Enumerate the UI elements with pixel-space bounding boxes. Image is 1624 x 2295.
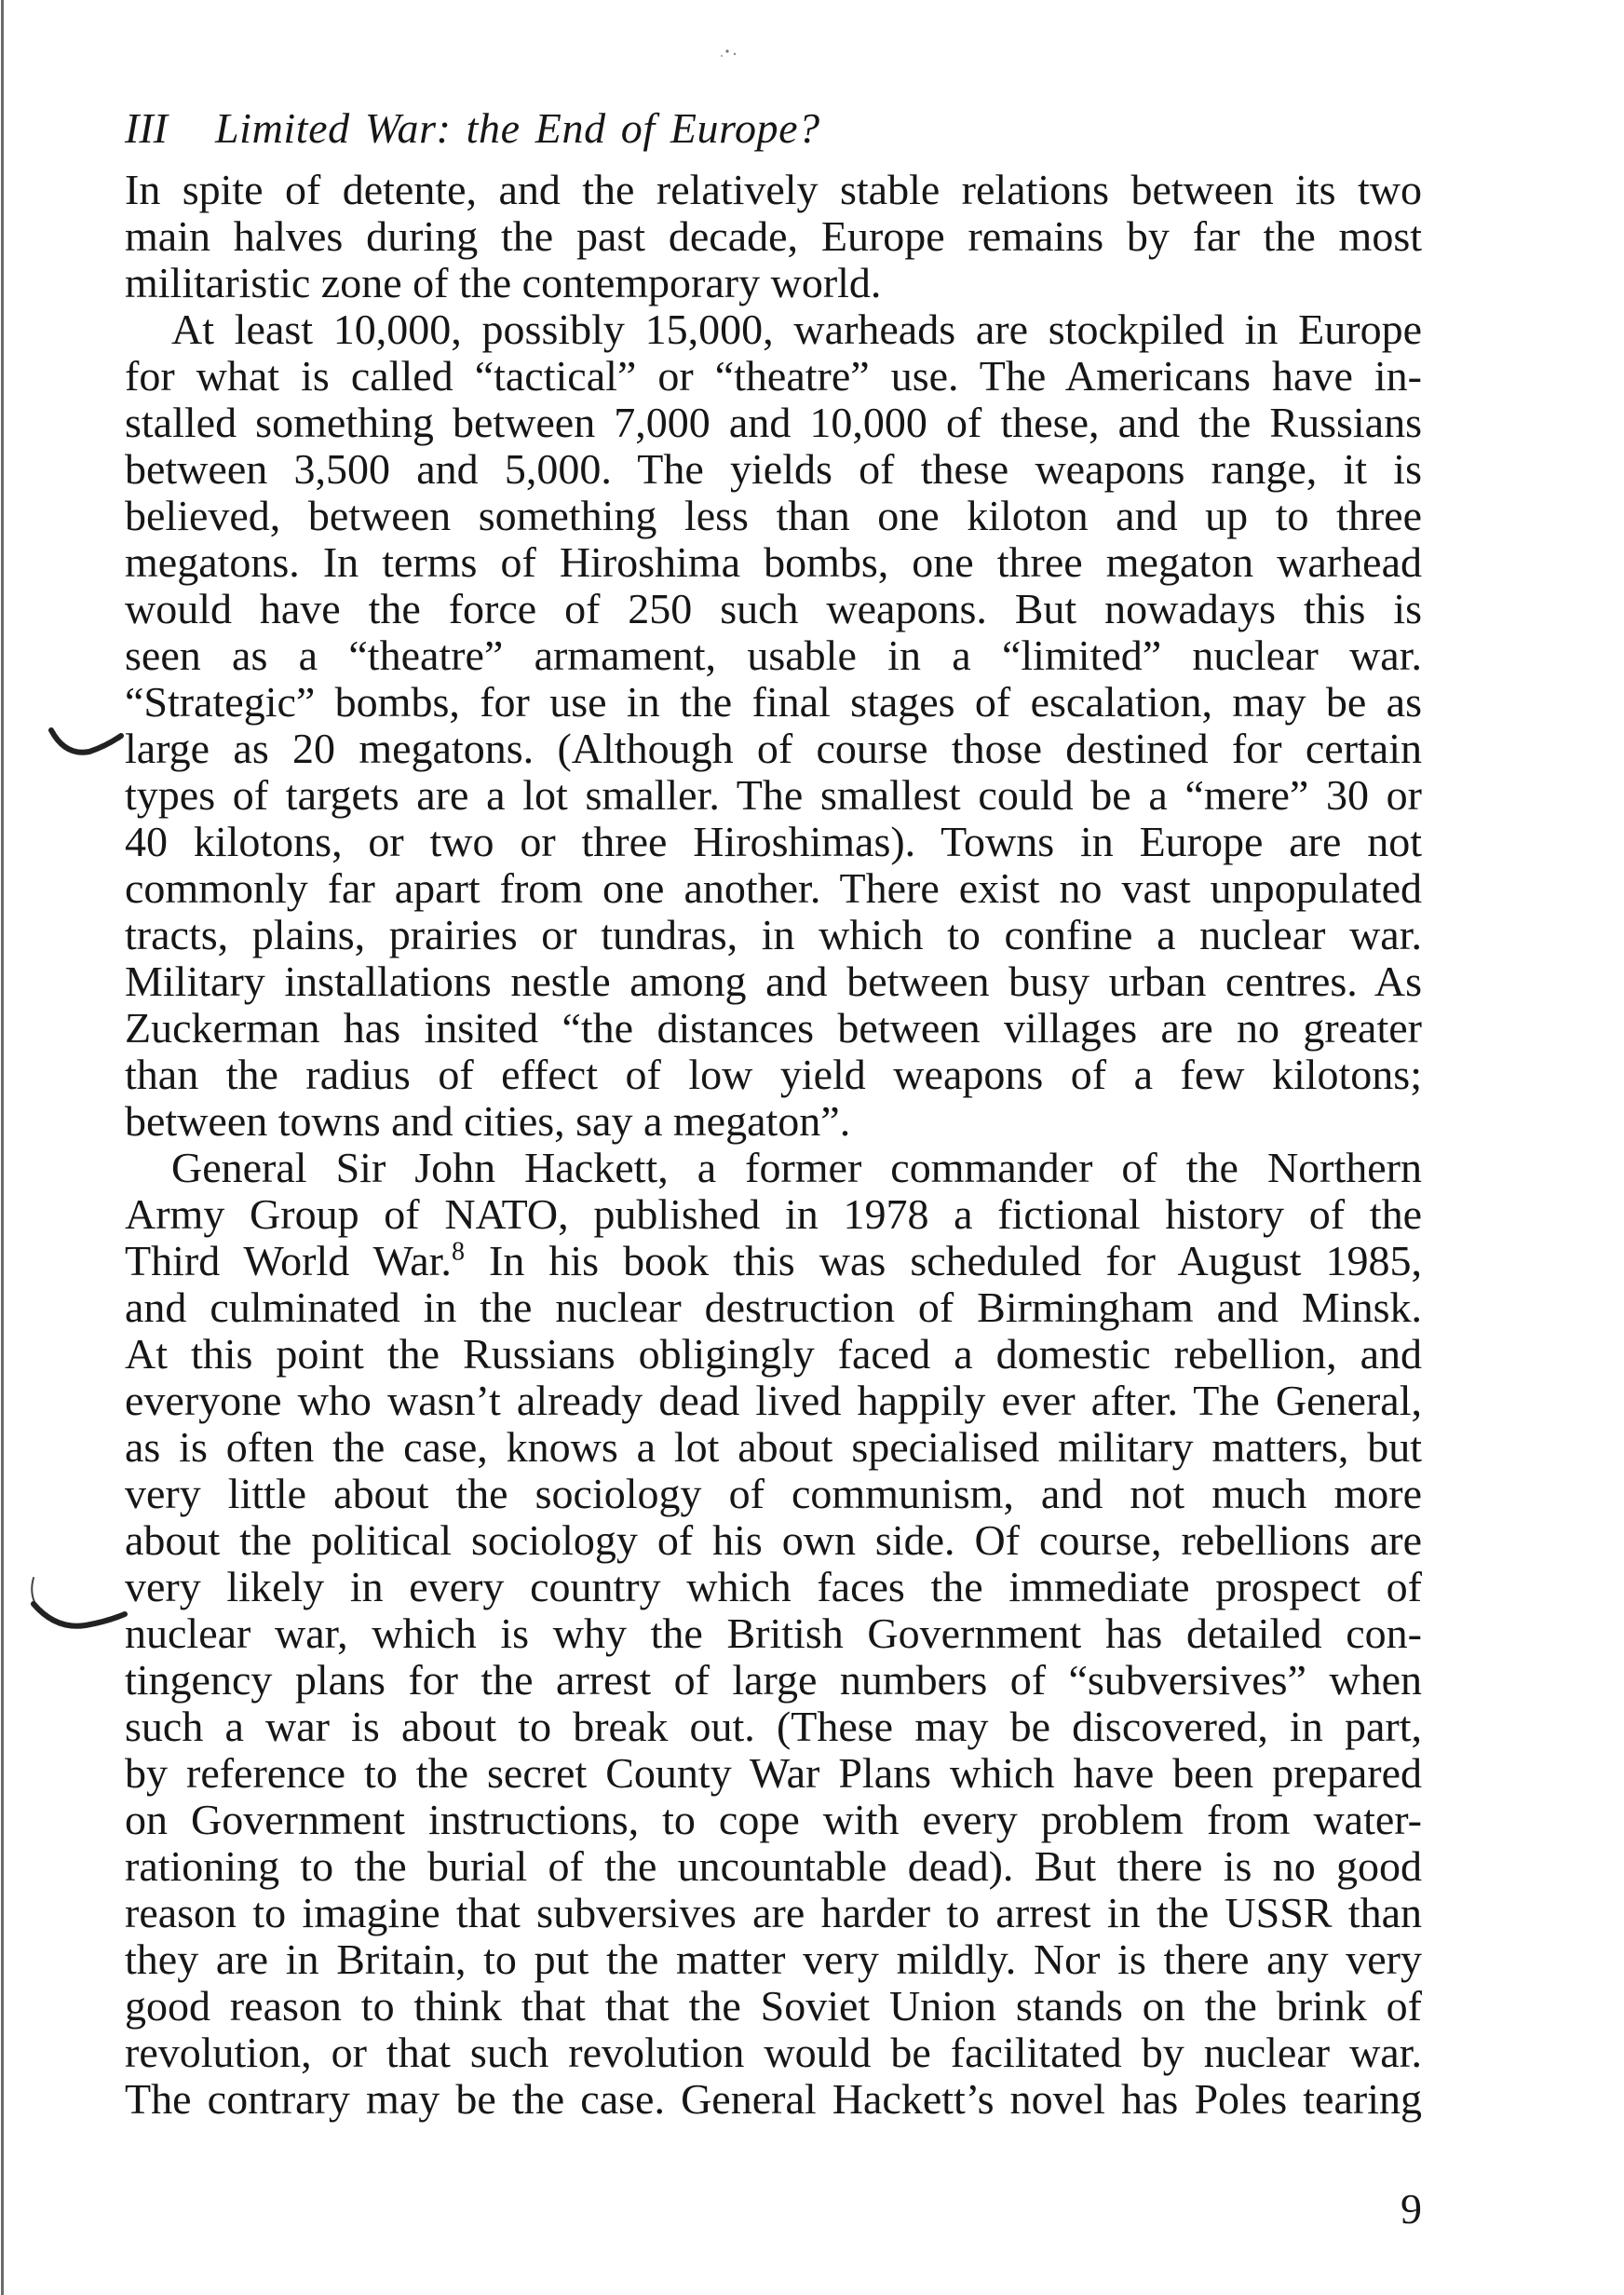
text-line: militaristic zone of the contemporary world. xyxy=(125,259,882,306)
text-line: “Strategic” bombs, for use in the final stages of escalation, may be as xyxy=(125,678,1422,726)
scan-speck xyxy=(721,55,723,57)
text-line: than the radius of effect of low yield weapons of a few kilotons; xyxy=(125,1051,1422,1098)
text-line: tracts, plains, prairies or tundras, in which to confine a nuclear war. xyxy=(125,911,1422,958)
text-line: The contrary may be the case. General Hackett’s novel has Poles tearing xyxy=(125,2075,1422,2123)
text-line: stalled something between 7,000 and 10,000 of these, and the Russians xyxy=(125,399,1422,446)
text-line: main halves during the past decade, Europe remains by far the most xyxy=(125,212,1422,260)
text-line: seen as a “theatre” armament, usable in a “limited” nuclear war. xyxy=(125,631,1422,679)
margin-pen-mark xyxy=(51,730,121,753)
text-line: between towns and cities, say a megaton”. xyxy=(125,1097,851,1145)
text-line: good reason to think that that the Soviet Union stands on the brink of xyxy=(125,1982,1422,2030)
text-line: 40 kilotons, or two or three Hiroshimas). Towns in Europe are not xyxy=(125,818,1422,865)
text-line: revolution, or that such revolution would be facilitated by nuclear war. xyxy=(125,2029,1422,2076)
text-line: nuclear war, which is why the British Government has detailed con- xyxy=(125,1609,1422,1657)
footnote-reference: 8 xyxy=(451,1237,465,1267)
text-line: Army Group of NATO, published in 1978 a fictional history of the xyxy=(125,1190,1422,1238)
text-line xyxy=(125,1238,1422,1284)
text-line: on Government instructions, to cope with every problem from water- xyxy=(125,1796,1422,1843)
text-line: believed, between something less than one kiloton and up to three xyxy=(125,492,1422,539)
page-edge-shadow xyxy=(1,0,4,2295)
chapter-heading xyxy=(125,105,1422,152)
text-line: very little about the sociology of communism, and not much more xyxy=(125,1470,1422,1517)
text-line: large as 20 megatons. (Although of course those destined for certain xyxy=(125,725,1422,772)
text-line: such a war is about to break out. (These may be discovered, in part, xyxy=(125,1703,1422,1750)
text-line: rationing to the burial of the uncountable dead). But there is no good xyxy=(125,1842,1422,1890)
scan-speck xyxy=(725,49,728,52)
text-line: commonly far apart from one another. There exist no vast unpopulated xyxy=(125,864,1422,912)
text-line: Zuckerman has insited “the distances between villages are no greater xyxy=(125,1004,1422,1052)
text-line: tingency plans for the arrest of large numbers of “subversives” when xyxy=(125,1656,1422,1704)
text-line: At this point the Russians obligingly faced a domestic rebellion, and xyxy=(125,1330,1422,1378)
text-line: between 3,500 and 5,000. The yields of these weapons range, it is xyxy=(125,445,1422,493)
text-line: and culminated in the nuclear destruction of Birmingham and Minsk. xyxy=(125,1283,1422,1331)
text-line: types of targets are a lot smaller. The smallest could be a “mere” 30 or xyxy=(125,771,1422,819)
scan-speck xyxy=(734,53,736,55)
text-line: for what is called “tactical” or “theatre” use. The Americans have in- xyxy=(125,352,1422,400)
text-line: reason to imagine that subversives are harder to arrest in the USSR than xyxy=(125,1889,1422,1936)
text-line: megatons. In terms of Hiroshima bombs, one three megaton warhead xyxy=(125,538,1422,586)
paragraph xyxy=(125,167,1422,306)
margin-pen-mark xyxy=(34,1604,125,1626)
text-line: everyone who wasn’t already dead lived happily ever after. The General, xyxy=(125,1377,1422,1424)
text-line: In spite of detente, and the relatively stable relations between its two xyxy=(125,166,1422,213)
text-line: At least 10,000, possibly 15,000, warheads are stockpiled in Europe xyxy=(171,306,1422,353)
text-line: would have the force of 250 such weapons. But nowadays this is xyxy=(125,585,1422,632)
section-number: III xyxy=(125,104,168,152)
text-line: Military installations nestle among and between busy urban centres. As xyxy=(125,957,1422,1005)
body-text xyxy=(125,167,1422,2123)
text-line: as is often the case, knows a lot about specialised military matters, but xyxy=(125,1423,1422,1471)
text-segment: In his book this was scheduled for August 1985, xyxy=(464,1237,1422,1284)
text-line: General Sir John Hackett, a former commander of the Northern xyxy=(171,1144,1422,1191)
text-line: very likely in every country which faces the immediate prospect of xyxy=(125,1563,1422,1610)
margin-pen-mark xyxy=(32,1578,34,1602)
text-line: about the political sociology of his own side. Of course, rebellions are xyxy=(125,1516,1422,1564)
page-number: 9 xyxy=(1401,2185,1422,2233)
paragraph xyxy=(125,1145,1422,2123)
chapter-title: Limited War: the End of Europe? xyxy=(215,104,820,152)
text-line: by reference to the secret County War Plans which have been prepared xyxy=(125,1749,1422,1797)
paragraph xyxy=(125,306,1422,1145)
text-segment: Third World War. xyxy=(125,1237,452,1284)
text-line: they are in Britain, to put the matter very mildly. Nor is there any very xyxy=(125,1935,1422,1983)
